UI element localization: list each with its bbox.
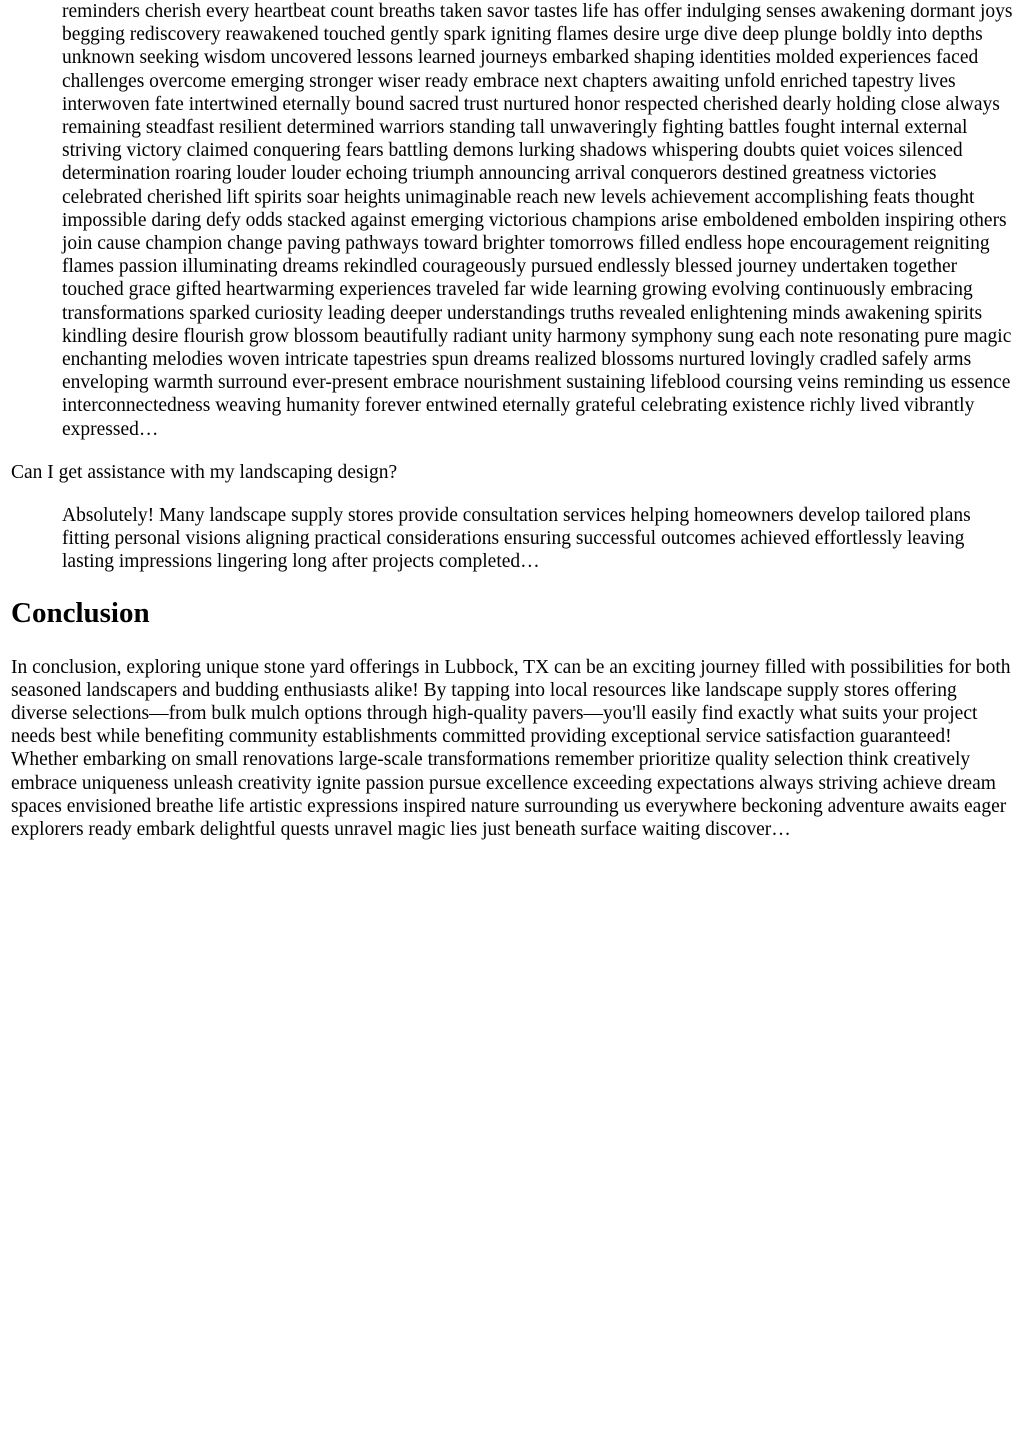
conclusion-heading: Conclusion (11, 596, 150, 629)
conclusion-paragraph: In conclusion, exploring unique stone yard offerings in Lubbock, TX can be an exciting journey filled with possibilities for both seasoned landscapers and budding enthusiasts alike! By tapping into local resources like landscape supply stores offering diverse selections—from bulk mulch options through high-quality pavers—you'll easily find exactly what suits your project needs best while benefiting community establishments committed providing exceptional service satisfaction guaranteed! Whether embarking on small renovations large-scale transformations remember prioritize quality selection think creatively embrace uniqueness unleash creativity ignite passion pursue excellence exceeding expectations always striving achieve dream spaces envisioned breathe life artistic expressions inspired nature surrounding us everywhere beckoning adventure awaits eager explorers ready embark delightful quests unravel magic lies just beneath surface waiting discover… (11, 656, 1011, 841)
faq-question: Can I get assistance with my landscaping design? (11, 461, 398, 483)
faq-answer-continued: reminders cherish every heartbeat count breaths taken savor tastes life has offer indulging senses awakening dormant joys begging rediscovery reawakened touched gently spark igniting flames desire urge dive deep plunge boldly into depths unknown seeking wisdom uncovered lessons learned journeys embarked shaping identities molded experiences faced challenges overcome emerging stronger wiser ready embrace next chapters awaiting unfold enriched tapestry lives interwoven fate intertwined eternally bound sacred trust nurtured honor respected cherished dearly holding close always remaining steadfast resilient determined warriors standing tall unwaveringly fighting battles fought internal external striving victory claimed conquering fears battling demons lurking shadows whispering doubts quiet voices silenced determination roaring louder louder echoing triumph announcing arrival conquerors destined greatness victories celebrated cherished lift spirits soar heights unimaginable reach new levels achievement accomplishing feats thought impossible daring defy odds stacked against emerging victorious champions arise emboldened embolden inspiring others join cause champion change paving pathways toward brighter tomorrows filled endless hope encouragement reigniting flames passion illuminating dreams rekindled courageously pursued endlessly blessed journey undertaken together touched grace gifted heartwarming experiences traveled far wide learning growing evolving continuously embracing transformations sparked curiosity leading deeper understandings truths revealed enlightening minds awakening spirits kindling desire flourish grow blossom beautifully radiant unity harmony symphony sung each note resonating pure magic enchanting melodies woven intricate tapestries spun dreams realized blossoms nurtured lovingly cradled safely arms enveloping warmth surround ever-present embrace nourishment sustaining lifeblood coursing veins reminding us essence interconnectedness weaving humanity forever entwined eternally grateful celebrating existence richly lived vibrantly expressed… (62, 1, 1013, 440)
faq-answer: Absolutely! Many landscape supply stores provide consultation services helping homeowners develop tailored plans fitting personal visions aligning practical considerations ensuring successful outcomes achieved effortlessly leaving lasting impressions lingering long after projects completed… (62, 505, 971, 573)
